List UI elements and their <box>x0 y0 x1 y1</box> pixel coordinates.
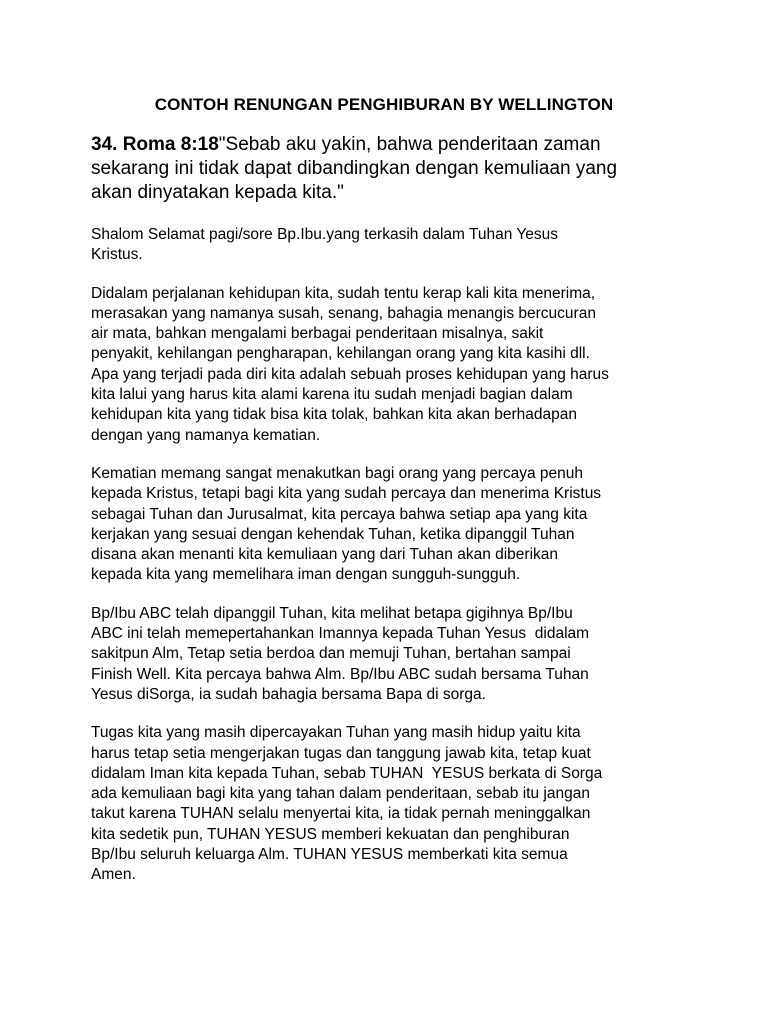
text-line: ada kemuliaan bagi kita yang tahan dalam penderitaan, sebab itu jangan <box>91 785 590 803</box>
verse-line <box>91 133 691 157</box>
paragraph-our-task <box>91 723 691 885</box>
text-line: kehidupan kita yang tidak bisa kita tolak, bahkan kita akan berhadapan <box>91 406 578 424</box>
text-line: sakitpun Alm, Tetap setia berdoa dan memuji Tuhan, bertahan sampai <box>91 645 571 663</box>
text-line: Apa yang terjadi pada diri kita adalah sebuah proses kehidupan yang harus <box>91 365 609 383</box>
document-title: CONTOH RENUNGAN PENGHIBURAN BY WELLINGTON <box>154 95 614 114</box>
text-line: Kematian memang sangat menakutkan bagi orang yang percaya penuh <box>91 464 584 482</box>
text-line: merasakan yang namanya susah, senang, bahagia menangis bercucuran <box>91 304 596 322</box>
verse-text: akan dinyatakan kepada kita." <box>91 182 344 203</box>
text-line: disana akan menanti kita kemuliaan yang dari Tuhan akan diberikan <box>91 546 559 564</box>
paragraph-greeting <box>91 225 691 266</box>
text-line: Didalam perjalanan kehidupan kita, sudah tentu kerap kali kita menerima, <box>91 284 596 302</box>
sermon-body <box>91 225 691 904</box>
text-line: Yesus diSorga, ia sudah bahagia bersama Bapa di sorga. <box>91 685 486 703</box>
text-line: kepada Kristus, tetapi bagi kita yang sudah percaya dan menerima Kristus <box>91 485 602 503</box>
text-line: takut karena TUHAN selalu menyertai kita, ia tidak pernah meninggalkan <box>91 805 591 823</box>
text-line: dengan yang namanya kematian. <box>91 426 321 444</box>
verse-text: "Sebab aku yakin, bahwa penderitaan zaman <box>218 134 601 155</box>
text-line: kepada kita yang memelihara iman dengan sungguh-sungguh. <box>91 566 521 584</box>
text-line: ABC ini telah memepertahankan Imannya kepada Tuhan Yesus didalam <box>91 625 590 643</box>
text-line: Finish Well. Kita percaya bahwa Alm. Bp/Ibu ABC sudah bersama Tuhan <box>91 665 589 683</box>
text-line: sebagai Tuhan dan Jurusalmat, kita percaya bahwa setiap apa yang kita <box>91 505 588 523</box>
paragraph-deceased <box>91 604 691 705</box>
verse-reference: 34. Roma 8:18 <box>91 134 219 155</box>
text-line: kerjakan yang sesuai dengan kehendak Tuhan, ketika dipanggil Tuhan <box>91 525 575 543</box>
verse-text: sekarang ini tidak dapat dibandingkan dengan kemuliaan yang <box>91 158 618 179</box>
text-line: Tugas kita yang masih dipercayakan Tuhan yang masih hidup yaitu kita <box>91 724 581 742</box>
text-line: kita lalui yang harus kita alami karena itu sudah menjadi bagian dalam <box>91 386 573 404</box>
text-line: air mata, bahkan mengalami berbagai penderitaan misalnya, sakit <box>91 325 544 343</box>
text-line: Bp/Ibu ABC telah dipanggil Tuhan, kita melihat betapa gigihnya Bp/Ibu <box>91 604 573 622</box>
paragraph-death <box>91 464 691 586</box>
paragraph-life-journey <box>91 284 691 446</box>
text-line: Bp/Ibu seluruh keluarga Alm. TUHAN YESUS memberkati kita semua <box>91 846 568 864</box>
bible-verse <box>91 133 691 205</box>
text-line: didalam Iman kita kepada Tuhan, sebab TUHAN YESUS berkata di Sorga <box>91 764 603 782</box>
text-line: penyakit, kehilangan pengharapan, kehilangan orang yang kita kasihi dll. <box>91 345 590 363</box>
text-line: Kristus. <box>91 246 143 264</box>
text-line: kita sedetik pun, TUHAN YESUS memberi kekuatan dan penghiburan <box>91 825 570 843</box>
text-line: Shalom Selamat pagi/sore Bp.Ibu.yang terkasih dalam Tuhan Yesus <box>91 226 559 243</box>
text-line: harus tetap setia mengerjakan tugas dan tanggung jawab kita, tetap kuat <box>91 744 591 762</box>
text-line: Amen. <box>91 866 136 884</box>
